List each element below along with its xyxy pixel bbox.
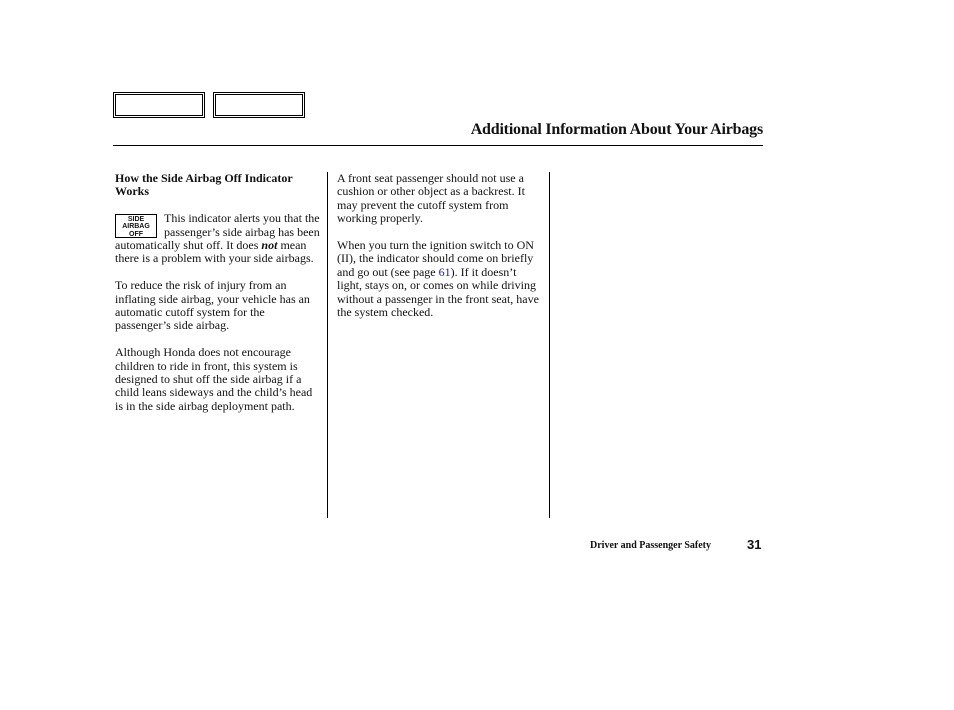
page-title: Additional Information About Your Airbags (470, 121, 763, 138)
paragraph-indicator-explanation: SIDE AIRBAG OFF This indicator alerts you that the passenger’s side airbag has been automatically shut off. It does not mean there is a problem with your side airbags. (115, 211, 320, 266)
paragraph-cushion-warning: A front seat passenger should not use a cushion or other object as a backrest. It may prevent the cutoff system from working properly. (337, 171, 525, 226)
page-link-61[interactable]: 61 (438, 264, 451, 279)
paragraph-ignition-check: When you turn the ignition switch to ON (II), the indicator should come on briefly and go out (see page 61). If it doesn’t light, stays on, or comes on while driving without a passenger in the front seat, have the system checked. (337, 238, 539, 320)
nav-button-right[interactable] (213, 92, 305, 118)
column-divider-1 (327, 172, 328, 518)
paragraph-cutoff-system: To reduce the risk of injury from an inflating side airbag, your vehicle has an automatic cutoff system for the passenger’s side airbag. (115, 278, 310, 333)
column-middle (337, 172, 543, 333)
footer-section-label: Driver and Passenger Safety (590, 540, 712, 551)
side-airbag-off-indicator-icon: SIDE AIRBAG OFF (115, 214, 157, 238)
section-heading: How the Side Airbag Off Indicator Works (115, 171, 293, 199)
page-number: 31 (747, 537, 762, 552)
nav-button-left[interactable] (113, 92, 205, 118)
title-divider (113, 145, 763, 146)
emphasis-not: not (261, 238, 278, 253)
paragraph-children: Although Honda does not encourage children to ride in front, this system is designed to shut off the side airbag if a child leans sideways and the child’s head is in the side airbag deployment path. (115, 345, 313, 413)
column-left (115, 172, 323, 427)
column-divider-2 (549, 172, 550, 518)
